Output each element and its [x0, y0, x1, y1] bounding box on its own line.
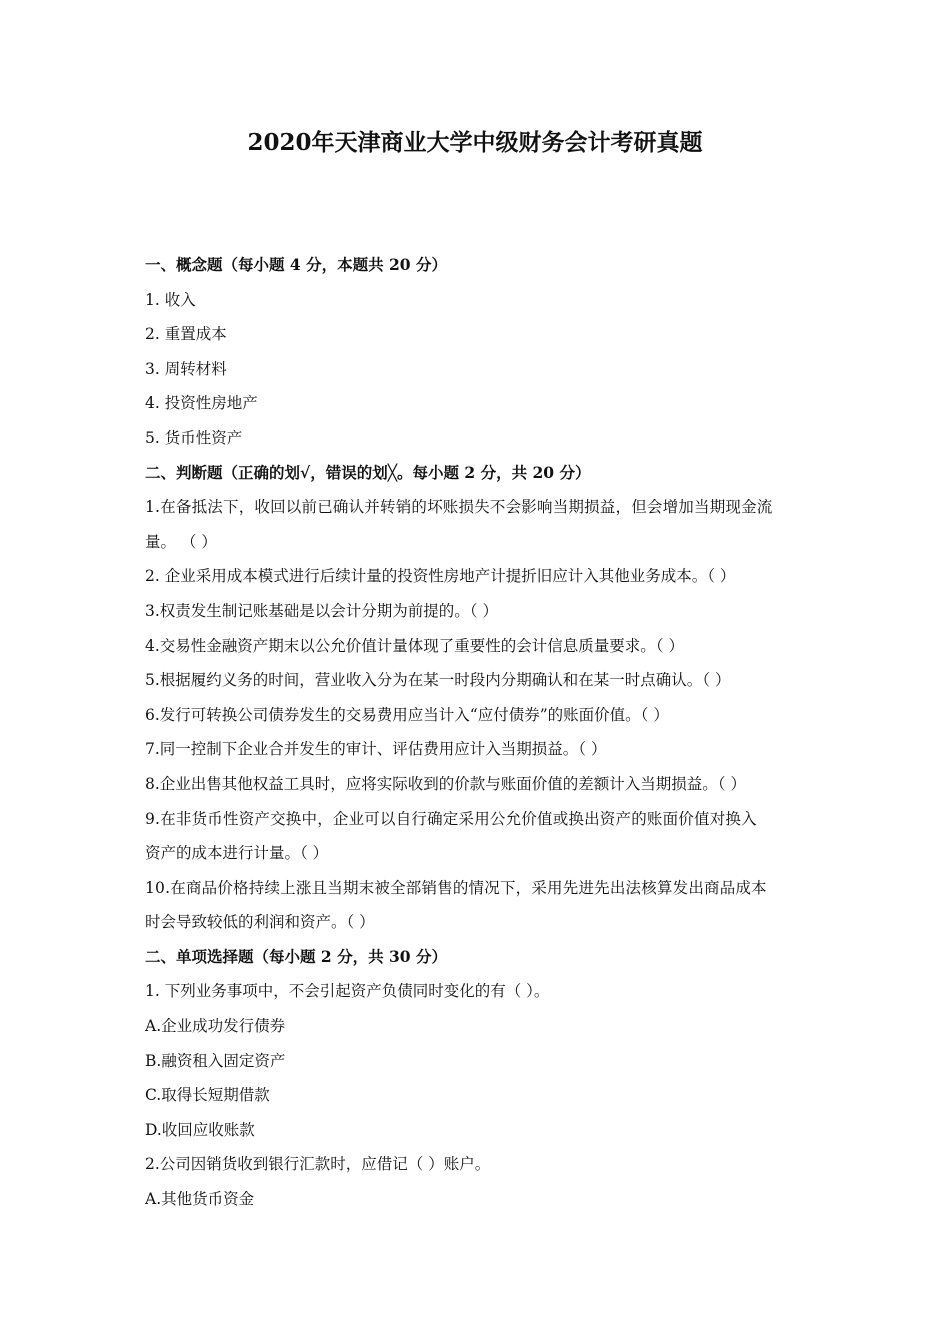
true-false-line: 9.在非货币性资产交换中，企业可以自行确定采用公允价值或换出资产的账面价值对换入: [145, 809, 757, 828]
single-choice-option: A.企业成功发行债券: [145, 1017, 286, 1036]
true-false-line: 8.企业出售其他权益工具时，应将实际收到的价款与账面价值的差额计入当期损益。（ ）: [145, 774, 746, 793]
section-true-false-heading: 二、判断题（正确的划√，错误的划╳。每小题 2 分，共 20 分）: [145, 462, 591, 482]
true-false-line: 时会导致较低的利润和资产。（ ）: [145, 913, 375, 932]
concept-item: 2. 重置成本: [145, 325, 227, 344]
concept-item: 4. 投资性房地产: [145, 394, 258, 413]
concept-item: 3. 周转材料: [145, 359, 227, 378]
true-false-line: 2. 企业采用成本模式进行后续计量的投资性房地产计提折旧应计入其他业务成本。（ ）: [145, 567, 736, 586]
true-false-line: 1.在备抵法下，收回以前已确认并转销的坏账损失不会影响当期损益，但会增加当期现金流: [145, 498, 773, 517]
single-choice-option: C.取得长短期借款: [145, 1086, 270, 1105]
true-false-line: 7.同一控制下企业合并发生的审计、评估费用应计入当期损益。（ ）: [145, 740, 607, 759]
document-body: [145, 248, 825, 1217]
true-false-line: 4.交易性金融资产期末以公允价值计量体现了重要性的会计信息质量要求。（ ）: [145, 636, 684, 655]
document-title: 2020年天津商业大学中级财务会计考研真题: [247, 129, 703, 156]
concept-item: 5. 货币性资产: [145, 428, 243, 447]
single-choice-line: 2.公司因销货收到银行汇款时，应借记（ ）账户。: [145, 1155, 491, 1174]
concept-item: 1. 收入: [145, 290, 196, 309]
true-false-line: 6.发行可转换公司债券发生的交易费用应当计入“应付债券”的账面价值。（ ）: [145, 705, 669, 724]
true-false-line: 3.权责发生制记账基础是以会计分期为前提的。（ ）: [145, 601, 498, 620]
single-choice-option: A.其他货币资金: [145, 1190, 255, 1209]
single-choice-option: D.收回应收账款: [145, 1120, 255, 1139]
true-false-line: 5.根据履约义务的时间，营业收入分为在某一时段内分期确认和在某一时点确认。（ ）: [145, 671, 731, 690]
true-false-line: 量。 （ ）: [145, 532, 217, 551]
single-choice-line: 1. 下列业务事项中，不会引起资产负债同时变化的有（ ）。: [145, 982, 550, 1001]
section-concepts-heading: 一、概念题（每小题 4 分，本题共 20 分）: [145, 255, 447, 274]
true-false-line: 10.在商品价格持续上涨且当期末被全部销售的情况下，采用先进先出法核算发出商品成本: [145, 878, 767, 897]
single-choice-option: B.融资租入固定资产: [145, 1051, 286, 1070]
true-false-line: 资产的成本进行计量。（ ）: [145, 844, 329, 863]
section-single-choice-heading: 二、单项选择题（每小题 2 分，共 30 分）: [145, 946, 447, 966]
